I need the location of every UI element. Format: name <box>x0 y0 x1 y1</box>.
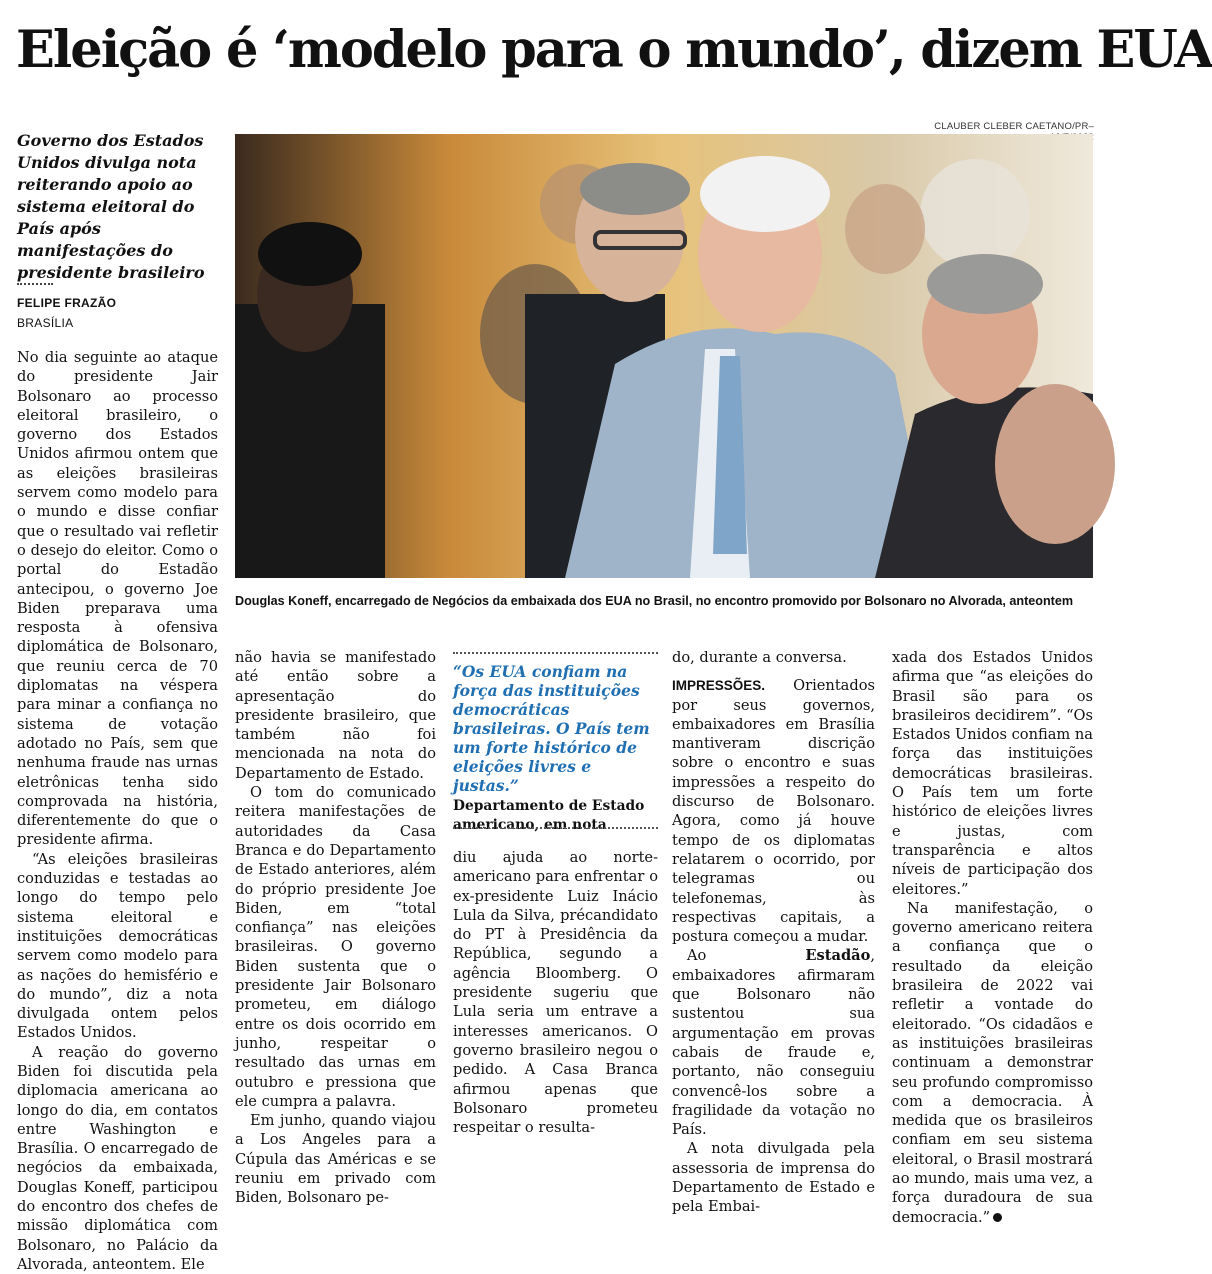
pullquote <box>453 662 658 835</box>
article-column-4 <box>672 648 875 1216</box>
article-column-5 <box>892 648 1093 1226</box>
photo-illustration <box>235 134 1093 578</box>
dateline: BRASÍLIA <box>17 316 74 330</box>
pullquote-source: Departamento de Estado americano, em nota <box>453 798 645 833</box>
paragraph: A nota divulgada pela assessoria de imprensa do Departamento de Estado e pela Embai- <box>672 1140 875 1216</box>
paragraph: A reação do governo Biden foi discutida pela diplomacia americana ao longo do dia, em contatos entre Washington e Brasília. O encarregado de negócios da embaixada, Douglas Koneff, participou do encontro dos chefes de missão diplomática com Bolsonaro, no Palácio da Alvorada, anteontem. Ele <box>17 1043 218 1273</box>
paragraph: No dia seguinte ao ataque do presidente Jair Bolsonaro ao processo eleitoral brasileiro, o governo dos Estados Unidos afirmou ontem que as eleições brasileiras servem como modelo para o mundo e disse confiar que o resultado vai refletir o desejo do eleitor. Como o portal do Estadão antecipou, o governo Joe Biden preparava uma resposta à ofensiva diplomática de Bolsonaro, que reuniu cerca de 70 diplomatas na véspera para minar a confiança no sistema de votação adotado no País, sem que nenhuma fraude nas urnas eletrônicas tenha sido comprovada na história, diferentemente do que o presidente afirma. <box>17 349 218 849</box>
paragraph: Em junho, quando viajou a Los Angeles para a Cúpula das Américas e se reuniu em privado com Biden, Bolsonaro pe- <box>235 1112 436 1207</box>
author-name: FELIPE FRAZÃO <box>17 296 117 310</box>
pullquote-top-rule <box>453 652 658 654</box>
pullquote-text: “Os EUA confiam na força das instituições democráticas brasileiras. O País tem um forte histórico de eleições livres e justas.” <box>453 662 650 795</box>
end-mark-icon <box>993 1213 1002 1222</box>
paragraph: xada dos Estados Unidos afirma que “as eleições do Brasil são para os brasileiros decidirem”. “Os Estados Unidos confiam na força das instituições democráticas brasileiras. O País tem um forte histórico de eleições livres e justas, com transparência e altos níveis de participação dos eleitores.” <box>892 649 1093 898</box>
pullquote-bottom-rule <box>453 827 658 829</box>
photo-caption: Douglas Koneff, encarregado de Negócios da embaixada dos EUA no Brasil, no encontro promovido por Bolsonaro no Alvorada, anteontem <box>235 594 1074 608</box>
byline-divider <box>17 283 53 285</box>
paragraph: IMPRESSÕES. Orientados por seus governos, embaixadores em Brasília mantiveram discrição sobre o encontro e suas impressões a respeito do discurso de Bolsonaro. Agora, como já houve tempo de os diplomatas relatarem o ocorrido, por telegramas ou telefonemas, às respectivas capitais, a postura começou a mudar. <box>672 677 875 946</box>
paragraph: Na manifestação, o governo americano reitera a confiança que o resultado da eleição brasileira de 2022 vai refletir a vontade do eleitorado. “Os cidadãos e as instituições brasileiras continuam a demonstrar seu profundo compromisso com a democracia. À medida que os brasileiros confiam em seu sistema eleitoral, o Brasil mostrará ao mundo, mais uma vez, a força duradoura de sua democracia.” <box>892 899 1093 1226</box>
paragraph: “As eleições brasileiras conduzidas e testadas ao longo do tempo pelo sistema eleitoral e instituições democráticas servem como modelo para as nações do hemisfério e do mundo”, diz a nota divulgada ontem pelos Estados Unidos. <box>17 850 218 1042</box>
publication-name: Estadão <box>805 947 871 965</box>
article-column-3 <box>453 848 658 1137</box>
paragraph: O tom do comunicado reitera manifestações de autoridades da Casa Branca e do Departamento de Estado anteriores, além do próprio presidente Joe Biden, em “total confiança” nas eleições brasileiras. O governo Biden sustenta que o presidente Jair Bolsonaro prometeu, em diálogo entre os dois ocorrido em junho, respeitar o resultado das urnas em outubro e pressiona que ele cumpra a palavra. <box>235 784 436 1110</box>
intro-deck: Governo dos Estados Unidos divulga nota reiterando apoio ao sistema eleitoral do País após manifestações do presidente brasileiro <box>17 131 205 282</box>
photo-credit: CLAUBER CLEBER CAETANO/PR– <box>934 121 1094 132</box>
article-photo <box>235 134 1093 578</box>
paragraph: do, durante a conversa. <box>672 649 847 666</box>
paragraph: diu ajuda ao norte-americano para enfrentar o ex-presidente Luiz Inácio Lula da Silva, précandidato do PT à Presidência da República, segundo a agência Bloomberg. O presidente sugeriu que Lula seria um entrave a interesses americanos. O governo brasileiro negou o pedido. A Casa Branca afirmou apenas que Bolsonaro prometeu respeitar o resulta- <box>453 849 658 1137</box>
article-column-2 <box>235 648 436 1207</box>
section-lead: IMPRESSÕES. <box>672 678 766 694</box>
paragraph: não havia se manifestado até então sobre a apresentação do presidente brasileiro, que também não foi mencionada na nota do Departamento de Estado. <box>235 649 436 782</box>
article-column-1 <box>17 348 218 1273</box>
paragraph: Ao Estadão, embaixadores afirmaram que Bolsonaro não sustentou sua argumentação em provas cabais de fraude e, portanto, não conseguiu convencê-los sobre a fragilidade da votação no País. <box>672 947 875 1139</box>
headline: Eleição é ‘modelo para o mundo’, dizem EUA <box>16 20 1212 80</box>
